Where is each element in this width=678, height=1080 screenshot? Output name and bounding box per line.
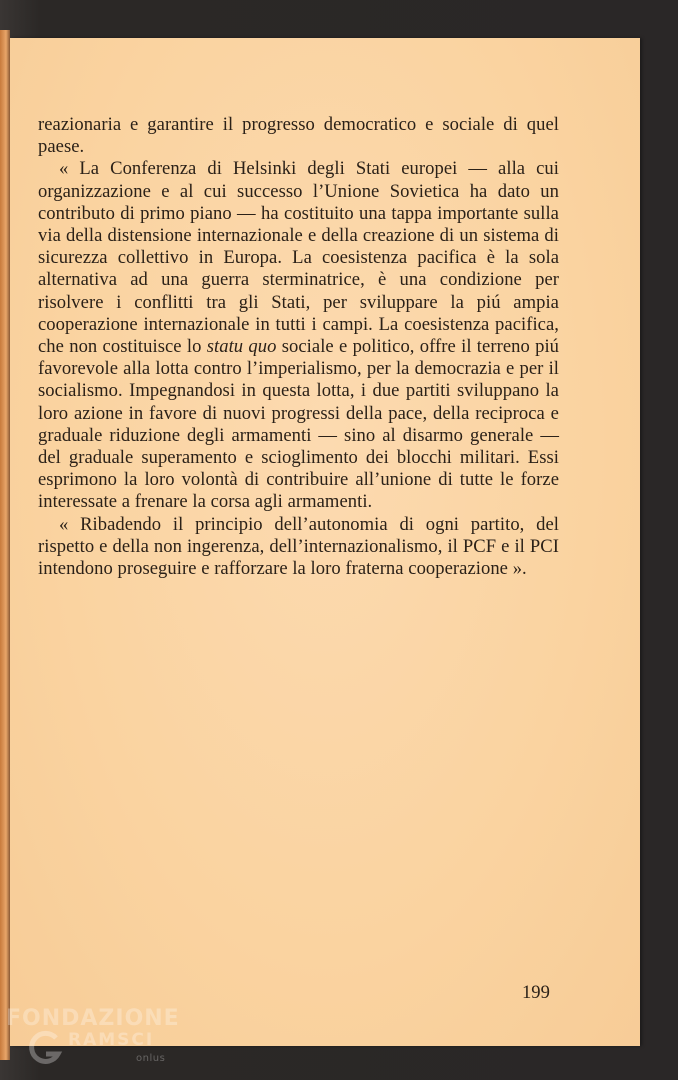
body-text — [38, 114, 559, 580]
book-page — [10, 38, 640, 1046]
watermark-line-2: RAMSCI — [68, 1030, 155, 1050]
watermark-line-3: onlus — [136, 1053, 166, 1064]
watermark-line-1: FONDAZIONE — [6, 1006, 180, 1031]
page-number: 199 — [522, 982, 550, 1003]
paragraph-3-text: « Ribadendo il principio dell’autonomia di ogni partito, del rispetto e della non ingerenza, dell’internazionalismo, il PCF e il PCI intendono proseguire e rafforzare la loro fraterna cooperazione ». — [38, 513, 559, 580]
paragraph-2-text: « La Conferenza di Helsinki degli Stati europei — alla cui organizzazione e al cui successo l’Unione Sovietica ha dato un contributo di primo piano — ha costituito una tappa importante sulla via della distensione internazionale e della creazione di un sistema di sicurezza collettivo in Europa. La coesistenza pacifica è la sola alternativa ad una guerra sterminatrice, è una condizione per risolvere i conflitti tra gli Stati, per sviluppare la piú ampia cooperazione internazionale in tutti i campi. La coesistenza pacifica, che non costituisce lo — [38, 158, 559, 358]
paragraph-2-text-after: sociale e politico, offre il terreno piú favorevole alla lotta contro l’imperialismo, per la democrazia e per il socialismo. Impegnandosi in questa lotta, i due partiti sviluppano la loro azione in favore di nuovi progressi della pace, della reciproca e graduale riduzione degli armamenti — sino al disarmo generale — del graduale superamento e scioglimento dei blocchi militari. Essi esprimono la loro volontà di contribuire all’unione di tutte le forze interessate a frenare la corsa agli armamenti. — [38, 336, 560, 513]
previous-page-edge — [0, 30, 10, 1060]
paragraph-2 — [38, 158, 559, 513]
italic-phrase: statu quo — [206, 336, 277, 358]
paragraph-1 — [38, 114, 559, 158]
paragraph-1-text: reazionaria e garantire il progresso democratico e sociale di quel paese. — [38, 114, 559, 158]
paragraph-3 — [38, 514, 559, 581]
